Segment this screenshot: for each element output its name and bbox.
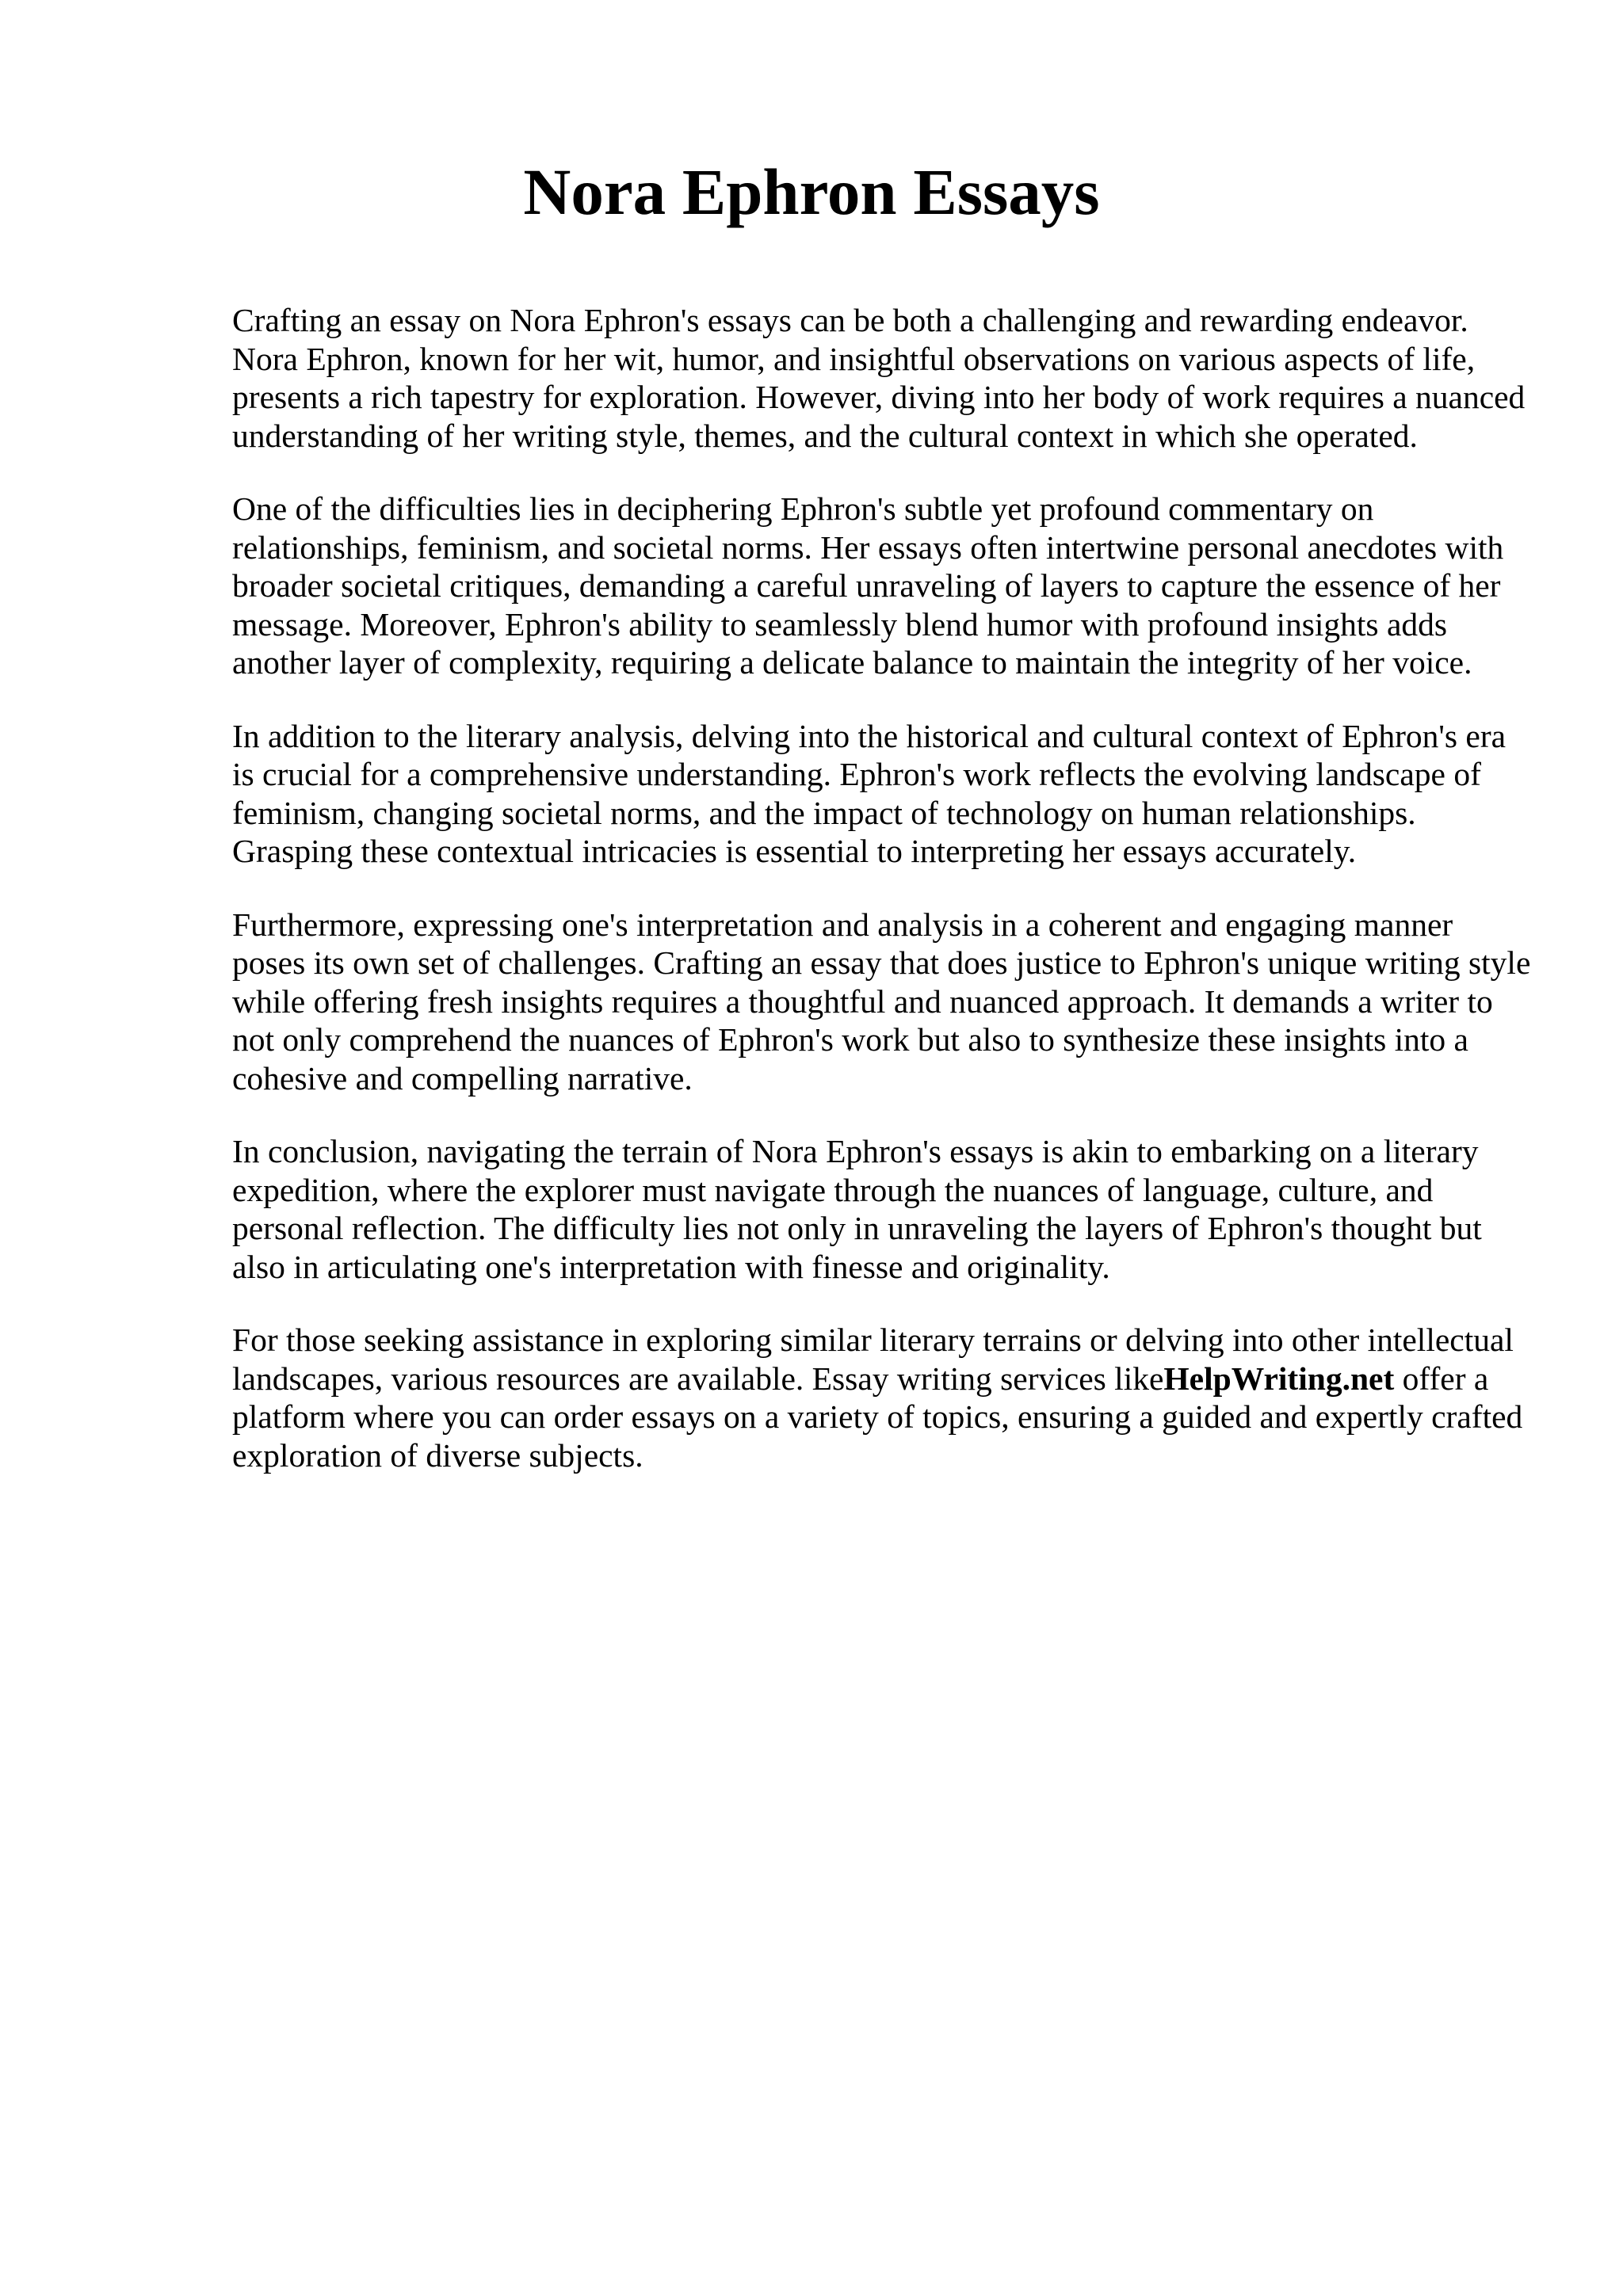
document-body [232, 301, 1532, 1509]
document-title: Nora Ephron Essays [523, 155, 1100, 228]
paragraph-3: In addition to the literary analysis, delving into the historical and cultural context of Ephron's era is crucial for a comprehensive understanding. Ephron's work reflects the evolving landscape of feminism, changing societal norms, and the impact of technology on human relationships. Grasping these contextual intricacies is essential to interpreting her essays accurately. [232, 717, 1507, 869]
paragraph-6 [232, 1321, 1532, 1474]
helpwriting-brand-link[interactable]: HelpWriting.net [1163, 1360, 1395, 1397]
paragraph-5: In conclusion, navigating the terrain of Nora Ephron's essays is akin to embarking on a literary expedition, where the explorer must navigate through the nuances of language, culture, and personal reflection. The difficulty lies not only in unraveling the layers of Ephron's thought but also in articulating one's interpretation with finesse and originality. [232, 1133, 1482, 1285]
paragraph-2: One of the difficulties lies in deciphering Ephron's subtle yet profound commentary on relationships, feminism, and societal norms. Her essays often intertwine personal anecdotes with broader societal critiques, demanding a careful unraveling of layers to capture the essence of her message. Moreover, Ephron's ability to seamlessly blend humor with profound insights adds another layer of complexity, requiring a delicate balance to maintain the integrity of her voice. [232, 490, 1504, 681]
paragraph-1: Crafting an essay on Nora Ephron's essays can be both a challenging and rewarding endeavor. Nora Ephron, known for her wit, humor, and insightful observations on various aspects of life, presents a rich tapestry for exploration. However, diving into her body of work requires a nuanced understanding of her writing style, themes, and the cultural context in which she operated. [232, 302, 1526, 454]
paragraph-4: Furthermore, expressing one's interpretation and analysis in a coherent and engaging manner poses its own set of challenges. Crafting an essay that does justice to Ephron's unique writing style while offering fresh insights requires a thoughtful and nuanced approach. It demands a writer to not only comprehend the nuances of Ephron's work but also to synthesize these insights into a cohesive and compelling narrative. [232, 906, 1531, 1097]
paragraph-6-text-before: For those seeking assistance in exploring similar literary terrains or delving into other intellectual landscapes, various resources are available. Essay writing services like [232, 1322, 1514, 1397]
paragraph-6-text-after: offer a platform where you can order essays on a variety of topics, ensuring a guided and expertly crafted exploration of diverse subjects. [232, 1360, 1523, 1474]
